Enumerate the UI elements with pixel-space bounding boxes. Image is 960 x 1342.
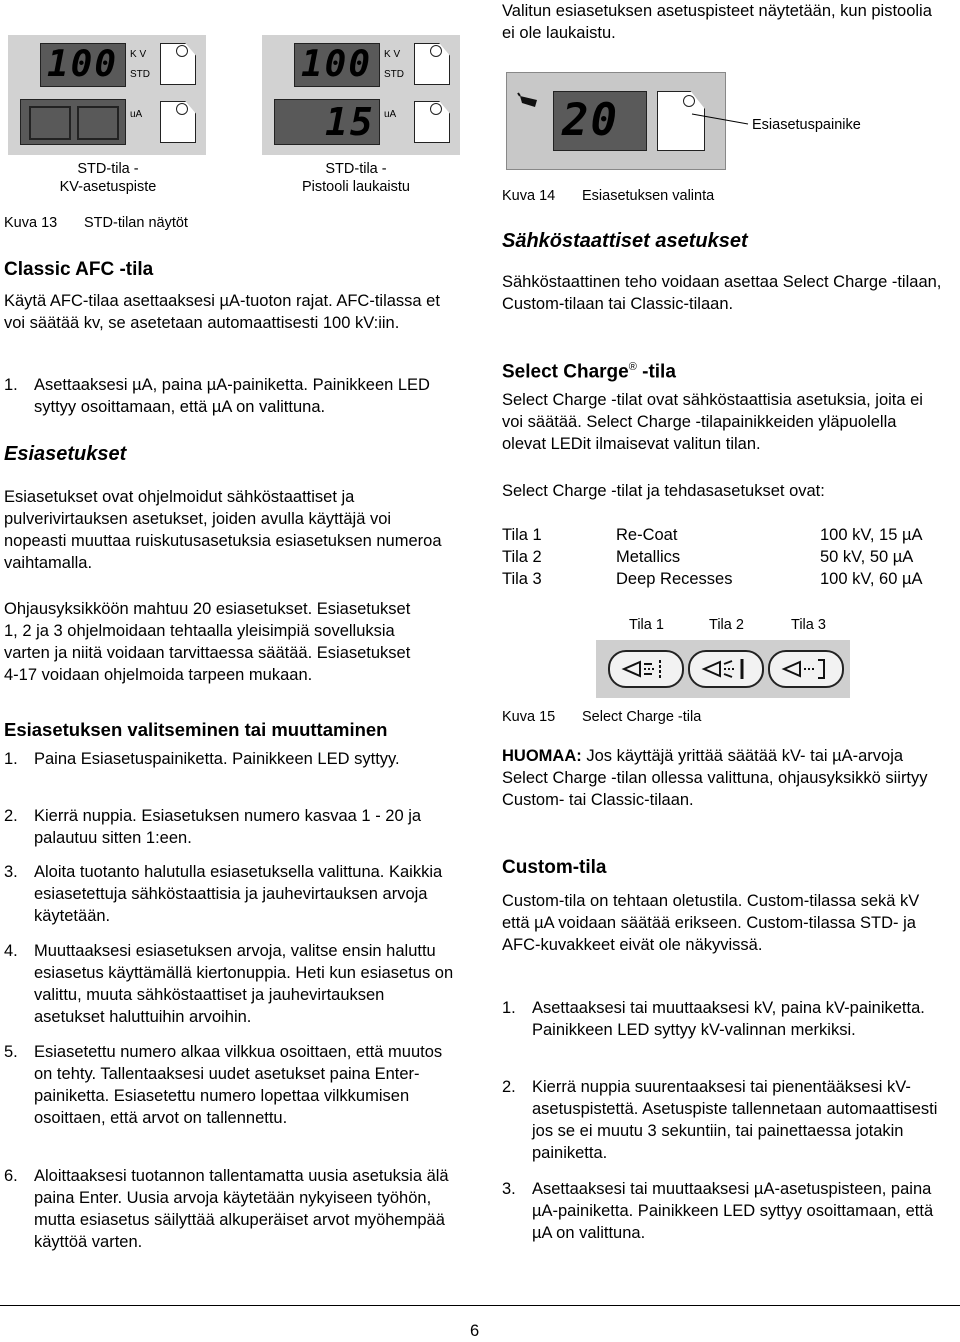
kv-display-2: 100 xyxy=(294,43,380,87)
preset-icon xyxy=(517,91,543,111)
note xyxy=(502,745,942,811)
fig13-caption-text: STD-tilan näytöt xyxy=(84,215,188,231)
table-cell: Tila 1 xyxy=(502,526,542,544)
classic-text: Käytä AFC-tilaa asettaaksesi µA-tuoton rajat. AFC-tilassa et voi säätää kv, se asetetaan automaattisesti 100 kV:iin. xyxy=(4,292,440,332)
kv-display: 100 xyxy=(40,43,126,87)
preset-led-icon xyxy=(683,95,695,107)
metallics-icon xyxy=(690,652,762,686)
kv-led-icon-2 xyxy=(430,45,442,57)
fig15-caption-num: Kuva 15 xyxy=(502,709,556,725)
select-heading: Esiasetuksen valitseminen tai muuttaminen xyxy=(4,719,388,740)
table-cell: Re-Coat xyxy=(616,526,678,544)
select-charge-heading: Select Charge® -tila xyxy=(502,361,676,383)
ua-display-2: 15 xyxy=(274,99,380,145)
table-cell: 100 kV, 60 µA xyxy=(820,570,923,588)
tila-1-label: Tila 1 xyxy=(629,617,664,633)
table-cell: Deep Recesses xyxy=(616,570,733,588)
page-number: 6 xyxy=(470,1322,480,1340)
preset-callout: Esiasetuspainike xyxy=(752,117,861,133)
tila-2-label: Tila 2 xyxy=(709,617,744,633)
callout-line xyxy=(690,110,750,130)
ua-led-icon-2 xyxy=(430,103,442,115)
fig13-caption-num: Kuva 13 xyxy=(4,215,58,231)
presets-paragraph-1: Esiasetukset ovat ohjelmoidut sähköstaattiset ja pulverivirtauksen asetukset, joiden avulla käyttäjä voi nopeasti muuttaa ruiskutusasetuksia esiasetuksen numeroa vaihtamalla. xyxy=(4,488,442,572)
ua-label: uA xyxy=(130,109,143,120)
footer-rule xyxy=(0,1305,960,1306)
tila-3-button[interactable] xyxy=(768,650,844,688)
tila-2-button[interactable] xyxy=(688,650,764,688)
fig13-label-2: STD-tila - Pistooli laukaistu xyxy=(302,161,410,195)
ua-led-icon xyxy=(176,103,188,115)
classic-heading: Classic AFC -tila xyxy=(4,259,154,280)
kv-led-icon xyxy=(176,45,188,57)
top-note: Valitun esiasetuksen asetuspisteet näytetään, kun pistoolia ei ole laukaistu. xyxy=(502,2,932,42)
std-triggered-panel xyxy=(262,35,460,155)
table-cell: Metallics xyxy=(616,548,681,566)
custom-text: Custom-tila on tehtaan oletustila. Custom-tilassa sekä kV että µA voidaan säätää erikseen. Custom-tilassa STD- ja AFC-kuvakkeet eivät ole näkyvissä. xyxy=(502,892,920,954)
select-charge-panel xyxy=(596,640,850,698)
note-label: HUOMAA: xyxy=(502,747,582,765)
note-text: Jos käyttäjä yrittää säätää kV- tai µA-arvoja Select Charge -tilan ollessa valittuna, ohjausyksikkö siirtyy Custom- tai Classic-tilaan. xyxy=(502,747,928,809)
fig14-caption-num: Kuva 14 xyxy=(502,188,556,204)
preset-display: 20 xyxy=(553,91,647,151)
std-kv-panel xyxy=(8,35,206,155)
recoat-icon xyxy=(610,652,682,686)
kv-label-2: K V xyxy=(384,49,401,60)
std-label-2: STD xyxy=(384,69,404,80)
fig14-caption-text: Esiasetuksen valinta xyxy=(582,188,715,204)
fig13-label-1: STD-tila - KV-asetuspiste xyxy=(59,161,157,195)
table-cell: Tila 3 xyxy=(502,570,542,588)
presets-heading: Esiasetukset xyxy=(4,443,127,465)
deep-recesses-icon xyxy=(770,652,842,686)
ua-label-2: uA xyxy=(384,109,397,120)
ua-display xyxy=(20,99,126,145)
electro-heading: Sähköstaattiset asetukset xyxy=(502,230,748,252)
tila-1-button[interactable] xyxy=(608,650,684,688)
select-charge-text: Select Charge -tilat ovat sähköstaattisia asetuksia, joita ei voi säätää. Select Charge -tilapainikkeiden yläpuolella olevat LEDit ilmaisevat valitun tilan. xyxy=(502,391,923,453)
kv-label: K V xyxy=(130,49,147,60)
table-cell: Tila 2 xyxy=(502,548,542,566)
electro-text: Sähköstaattinen teho voidaan asettaa Select Charge -tilaan, Custom-tilaan tai Classic-tilaan. xyxy=(502,273,942,313)
defaults-intro: Select Charge -tilat ja tehdasasetukset ovat: xyxy=(502,482,825,500)
custom-heading: Custom-tila xyxy=(502,857,607,878)
fig15-caption-text: Select Charge -tila xyxy=(582,709,702,725)
tila-3-label: Tila 3 xyxy=(791,617,826,633)
std-label: STD xyxy=(130,69,150,80)
table-cell: 50 kV, 50 µA xyxy=(820,548,914,566)
table-cell: 100 kV, 15 µA xyxy=(820,526,923,544)
presets-paragraph-2: Ohjausyksikköön mahtuu 20 esiasetukset. Esiasetukset 1, 2 ja 3 ohjelmoidaan tehtaalla yleisimpiä sovelluksia varten ja niitä voidaan tarvittaessa säätää. Esiasetukset 4-17 voidaan ohjelmoida tarpeen mukaan. xyxy=(4,600,411,684)
